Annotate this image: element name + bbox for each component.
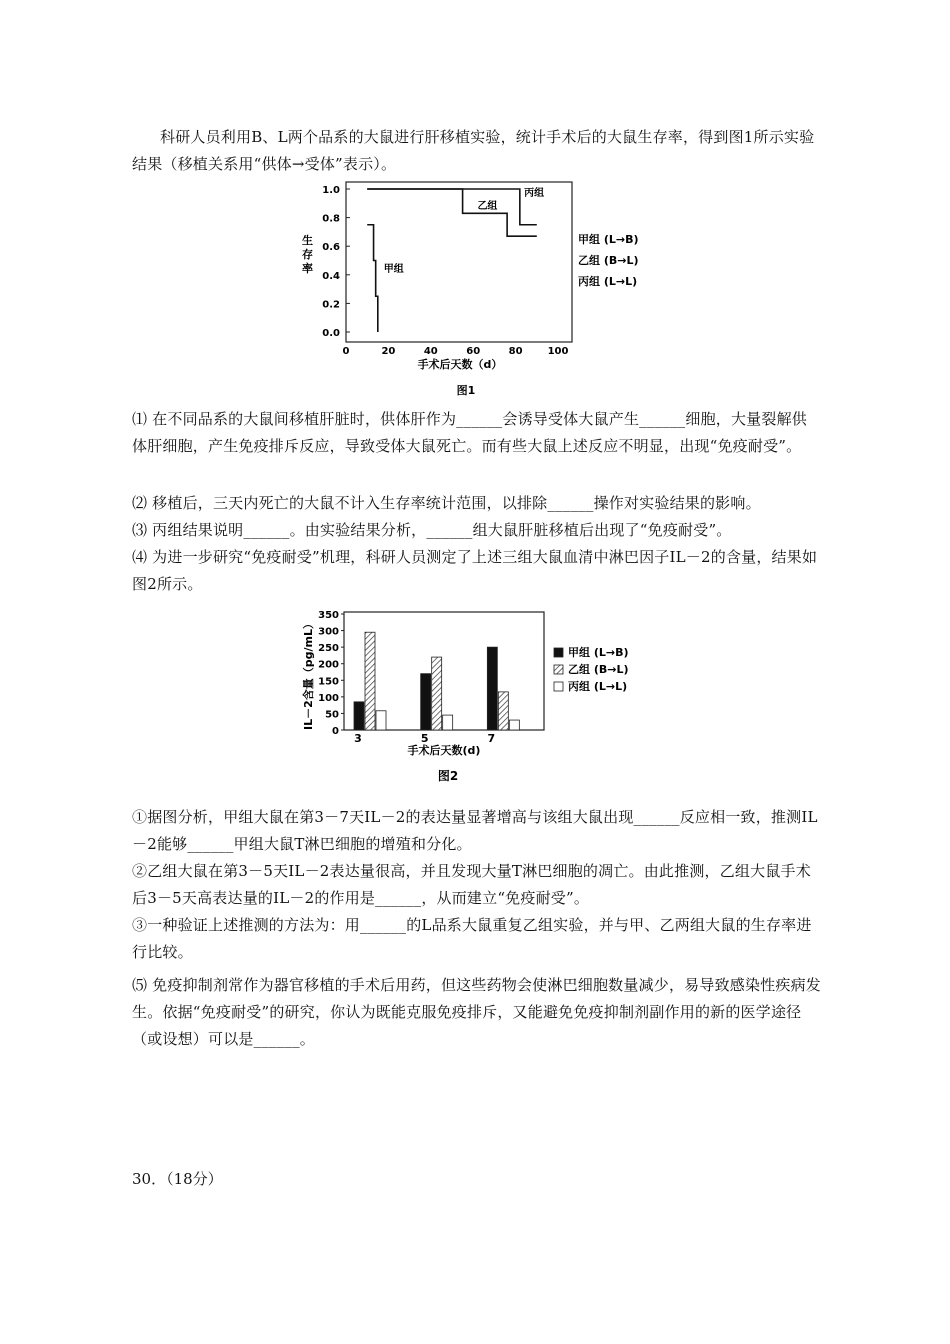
fig2-y-tick-label: 350	[318, 610, 339, 621]
fig1-y-tick-label: 0.4	[322, 270, 340, 282]
question-2: ⑵ 移植后，三天内死亡的大鼠不计入生存率统计范围，以排除______操作对实验结果的影响。	[132, 494, 761, 512]
fig2-bar	[498, 692, 508, 730]
fig1-y-tick-label: 0.8	[322, 213, 340, 225]
fig1-title: 图1	[456, 384, 476, 397]
question-4: ⑷ 为进一步研究“免疫耐受”机理，科研人员测定了上述三组大鼠血清中淋巴因子IL－2的含量，结果如图2所示。	[132, 548, 818, 593]
fig2-bar	[421, 674, 431, 730]
fig2-bar	[354, 702, 364, 730]
fig1-x-tick-label: 80	[508, 346, 523, 357]
fig1-series-line-1	[367, 225, 378, 332]
question-30-heading: 30．（18分）	[132, 1170, 223, 1188]
fig1-y-tick-label: 0.0	[322, 328, 340, 339]
fig2-y-axis-label: IL－2含量（pg/mL）	[302, 618, 315, 730]
fig1-series-label: 甲组	[383, 263, 404, 275]
question-1: ⑴ 在不同品系的大鼠间移植肝脏时，供体肝作为______会诱导受体大鼠产生______细胞，大量裂解供体肝细胞，产生免疫排斥反应，导致受体大鼠死亡。而有些大鼠上述反应不明显，出现“免疫耐受”。	[132, 410, 807, 455]
fig2-y-tick-label: 300	[318, 626, 339, 638]
question-4-1: ①据图分析，甲组大鼠在第3－7天IL－2的表达量显著增高与该组大鼠出现______反应相一致，推测IL－2能够______甲组大鼠T淋巴细胞的增殖和分化。	[132, 808, 818, 853]
fig1-legend-bing: 丙组 (L→L)	[578, 275, 638, 288]
fig1-x-tick-label: 40	[423, 346, 438, 357]
fig1-x-tick-label: 20	[381, 346, 396, 357]
fig2-legend-label: 甲组 (L→B)	[568, 646, 629, 659]
fig2-legend-label: 丙组 (L→L)	[568, 680, 628, 693]
fig2-bar	[432, 657, 442, 730]
intro-paragraph: 科研人员利用B、L两个品系的大鼠进行肝移植实验，统计手术后的大鼠生存率，得到图1所示实验结果（移植关系用“供体→受体”表示）。	[132, 128, 815, 173]
fig2-y-tick-label: 250	[318, 643, 339, 655]
fig2-y-tick-label: 100	[318, 692, 339, 704]
fig2-x-axis-label: 手术后天数(d)	[407, 744, 481, 757]
fig2-x-tick-label: 5	[420, 732, 429, 745]
fig2-legend-swatch	[554, 682, 563, 691]
fig1-plot-frame	[346, 182, 572, 342]
fig1-series-label: 丙组	[524, 188, 545, 200]
fig2-y-tick-label: 50	[325, 709, 339, 721]
fig2-bar	[443, 715, 453, 730]
fig1-legend-yi: 乙组 (B→L)	[578, 254, 639, 267]
fig2-title: 图2	[437, 769, 459, 783]
fig1-series-line-2	[367, 189, 537, 236]
fig1-x-tick-label: 100	[547, 346, 569, 357]
question-4-2: ②乙组大鼠在第3－5天IL－2表达量很高，并且发现大量T淋巴细胞的凋亡。由此推测，乙组大鼠手术后3－5天高表达量的IL－2的作用是______，从而建立“免疫耐受”。	[132, 862, 811, 907]
fig1-y-tick-label: 1.0	[322, 185, 340, 196]
fig1-y-tick-label: 0.6	[322, 242, 340, 254]
figure-2-il2-bar-chart	[298, 604, 684, 790]
question-5: ⑸ 免疫抑制剂常作为器官移植的手术后用药，但这些药物会使淋巴细胞数量减少，易导致感染性疾病发生。依据“免疫耐受”的研究，你认为既能克服免疫排斥，又能避免免疫抑制剂副作用的新的医学途径（或设想）可以是______。	[132, 976, 821, 1048]
fig2-bar	[487, 647, 497, 730]
fig2-bar	[365, 632, 375, 730]
question-4-3: ③一种验证上述推测的方法为：用______的L品系大鼠重复乙组实验，并与甲、乙两组大鼠的生存率进行比较。	[132, 916, 812, 961]
fig1-series-label: 乙组	[477, 201, 498, 213]
question-3: ⑶ 丙组结果说明______。由实验结果分析，______组大鼠肝脏移植后出现了“免疫耐受”。	[132, 521, 732, 539]
fig2-y-tick-label: 200	[318, 659, 339, 671]
fig2-x-tick-label: 3	[354, 732, 362, 745]
fig2-legend-label: 乙组 (B→L)	[568, 663, 629, 676]
fig1-y-tick-label: 0.2	[322, 299, 340, 311]
fig2-bar	[509, 720, 519, 730]
fig1-x-tick-label: 60	[466, 346, 481, 357]
fig1-series-line-3	[367, 189, 537, 225]
fig1-x-tick-label: 0	[342, 346, 350, 357]
fig2-y-tick-label: 150	[318, 676, 339, 688]
fig2-legend-swatch	[554, 665, 563, 674]
figure-1-survival-chart	[290, 178, 660, 400]
fig2-legend-swatch	[554, 648, 563, 657]
fig2-x-tick-label: 7	[487, 732, 496, 745]
fig2-bar	[376, 711, 386, 730]
fig2-y-tick-label: 0	[332, 726, 339, 737]
fig1-legend-jia: 甲组 (L→B)	[578, 233, 639, 246]
fig1-y-axis-label: 生存率	[302, 234, 313, 275]
fig1-x-axis-label: 手术后天数（d）	[417, 358, 503, 371]
